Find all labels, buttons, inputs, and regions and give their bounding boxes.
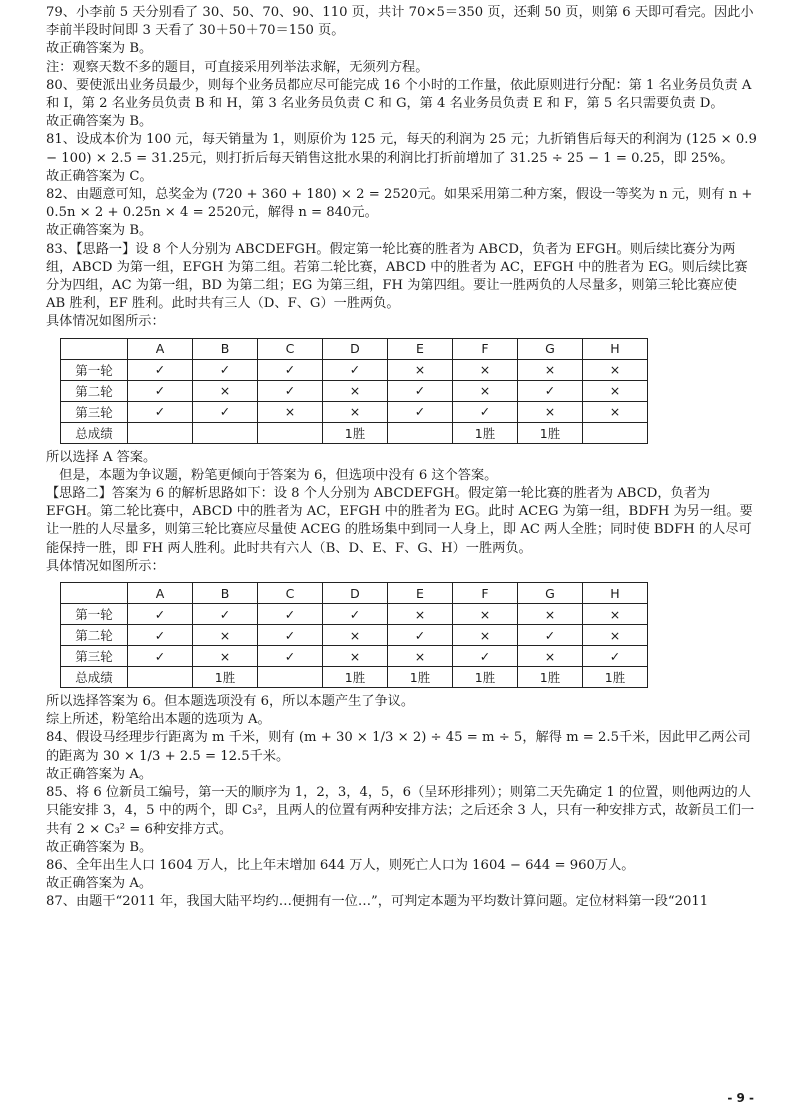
table-cell: ✓ [258,359,323,380]
table-cell: × [453,625,518,646]
paragraph: 综上所述，粉笔给出本题的选项为 A。 [46,712,271,728]
table-header-cell: C [258,338,323,359]
table-row [61,422,648,443]
table-cell: × [583,401,648,422]
table-header-cell: E [388,338,453,359]
table-cell: ✓ [518,625,583,646]
paragraph: 但是，本题为争议题，粉笔更倾向于答案为 6，但选项中没有 6 这个答案。 [46,467,498,483]
table-cell [388,422,453,443]
row-label: 第一轮 [61,604,128,625]
table-row [61,625,648,646]
table-cell: ✓ [323,604,388,625]
table-cell: × [388,646,453,667]
paragraph: 故正确答案为 B。 [46,839,153,855]
table-cell: × [518,359,583,380]
row-label: 第二轮 [61,625,128,646]
table-cell: 1胜 [518,667,583,688]
table-cell: ✓ [193,604,258,625]
table-cell: 1胜 [453,422,518,443]
table-cell: × [583,359,648,380]
paragraph: 故正确答案为 B。 [46,223,153,239]
row-label: 总成绩 [61,422,128,443]
table-header-cell: G [518,583,583,604]
table-cell: ✓ [128,380,193,401]
table-cell: × [323,380,388,401]
table-cell: × [388,359,453,380]
paragraph: 79、小李前 5 天分别看了 30、50、70、90、110 页，共计 70×5＝350 页，还剩 50 页，则第 6 天即可看完。因此小李前半段时间即 3 天看了 30＋50＋70＝150 页。 [46,5,754,39]
paragraph: 所以选择答案为 6。但本题选项没有 6，所以本题产生了争议。 [46,694,415,710]
paragraph: 【思路二】答案为 6 的解析思路如下：设 8 个人分别为 ABCDEFGH。假定第一轮比赛的胜者为 ABCD，负者为 EFGH。第二轮比赛中，ABCD 中的胜者为 AC，EFGH 中的胜者为 EG。此时 ACEG 为第一组，BDFH 为另一组。要让一胜的人尽量多，则第三轮比赛应尽量使 ACEG 的胜场集中到同一人身上，即 AC 两人全胜；同时使 BDFH 的人尽可能保持一胜，即 FH 两人胜利。此时共有六人（B、D、E、F、G、H）一胜两负。 [46,486,753,556]
table-cell: × [193,625,258,646]
solutions-83-87 [46,693,758,911]
table-header-cell [61,338,128,359]
table-header-cell: E [388,583,453,604]
table-cell: × [583,604,648,625]
table-row [61,604,648,625]
table-cell [128,422,193,443]
table-header-row [61,583,648,604]
table-header-cell: F [453,338,518,359]
row-label: 第三轮 [61,646,128,667]
table-cell: ✓ [128,604,193,625]
table-cell: ✓ [388,401,453,422]
table-cell: × [453,380,518,401]
row-label: 第一轮 [61,359,128,380]
table-cell: ✓ [583,646,648,667]
paragraph: 故正确答案为 B。 [46,114,153,130]
table-cell: 1胜 [323,667,388,688]
table-cell: × [193,646,258,667]
table-cell [258,667,323,688]
table-cell: ✓ [128,401,193,422]
match-results-table-1 [60,338,648,444]
table-cell: 1胜 [518,422,583,443]
table-cell: ✓ [128,625,193,646]
table-cell: ✓ [258,646,323,667]
table-header-cell: B [193,338,258,359]
table-header-cell: A [128,338,193,359]
table-cell: ✓ [258,604,323,625]
table-cell: × [323,625,388,646]
paragraph: 84、假设马经理步行距离为 m 千米，则有 (m + 30 × 1/3 × 2) ÷ 45 = m ÷ 5，解得 m = 2.5千米，因此甲乙两公司的距离为 30 × 1/3 + 2.5 = 12.5千米。 [46,730,751,764]
page-number: - 9 - [727,1091,754,1105]
table-row [61,401,648,422]
table-cell: × [323,401,388,422]
table-cell: ✓ [193,359,258,380]
paragraph: 具体情况如图所示： [46,314,165,330]
table-header-row [61,338,648,359]
row-label: 第三轮 [61,401,128,422]
table-cell: × [323,646,388,667]
paragraph: 所以选择 A 答案。 [46,449,157,465]
paragraph: 87、由题干“2011 年，我国大陆平均约…便拥有一位…”，可判定本题为平均数计算问题。定位材料第一段“2011 [46,894,709,910]
table-cell: × [518,604,583,625]
table-cell: × [583,625,648,646]
table-cell [258,422,323,443]
paragraph: 81、设成本价为 100 元，每天销量为 1，则原价为 125 元，每天的利润为 25 元；九折销售后每天的利润为 (125 × 0.9 − 100) × 2.5 = 31.25元，则打折后每天销售这批水果的利润比打折前增加了 31.25 ÷ 25 − 1 = 0.25，即 25%。 [46,132,757,166]
table-cell: 1胜 [453,667,518,688]
table-row [61,667,648,688]
table-cell: ✓ [258,380,323,401]
table-header-cell: H [583,338,648,359]
table-cell [128,667,193,688]
table-cell: ✓ [128,646,193,667]
table-header-cell: C [258,583,323,604]
table-cell: 1胜 [323,422,388,443]
table-cell: × [518,646,583,667]
table-cell: ✓ [453,401,518,422]
table-header-cell: D [323,583,388,604]
table-header-cell: F [453,583,518,604]
table-cell: ✓ [388,380,453,401]
table-cell: 1胜 [388,667,453,688]
table-row [61,380,648,401]
table-header-cell: B [193,583,258,604]
table-cell: ✓ [453,646,518,667]
table-cell: ✓ [323,359,388,380]
table-row [61,646,648,667]
table-cell: ✓ [128,359,193,380]
paragraph: 86、全年出生人口 1604 万人，比上年末增加 644 万人，则死亡人口为 1604 − 644 = 960万人。 [46,857,635,873]
table-cell: × [193,380,258,401]
match-results-table-2 [60,582,648,688]
row-label: 总成绩 [61,667,128,688]
paragraph: 故正确答案为 B。 [46,41,153,57]
paragraph: 故正确答案为 C。 [46,168,153,184]
paragraph: 82、由题意可知，总奖金为 (720 + 360 + 180) × 2 = 2520元。如果采用第二种方案，假设一等奖为 n 元，则有 n + 0.5n × 2 + 0.25n × 4 = 2520元，解得 n = 840元。 [46,187,753,221]
table-cell: 1胜 [193,667,258,688]
table-cell [583,422,648,443]
paragraph: 故正确答案为 A。 [46,766,153,782]
paragraph: 83、【思路一】设 8 个人分别为 ABCDEFGH。假定第一轮比赛的胜者为 ABCD，负者为 EFGH。则后续比赛分为两组，ABCD 为第一组，EFGH 为第二组。若第二轮比赛，ABCD 中的胜者为 AC，EFGH 中的胜者为 EG。则后续比赛分为四组，AC 为第一组，BD 为第二组；EG 为第三组，FH 为第四组。要让一胜两负的人尽量多，则第三轮比赛应使 AB 胜利，EF 胜利。此时共有三人（D、F、G）一胜两负。 [46,241,748,312]
table-cell [193,422,258,443]
table-cell: ✓ [193,401,258,422]
table-header-cell [61,583,128,604]
table-cell: × [258,401,323,422]
document-page [46,4,758,912]
table-header-cell: H [583,583,648,604]
table-cell: × [453,604,518,625]
table-cell: ✓ [258,625,323,646]
paragraph: 80、要使派出业务员最少，则每个业务员都应尽可能完成 16 个小时的工作量，依此原则进行分配：第 1 名业务员负责 A 和 I，第 2 名业务员负责 B 和 H，第 3 名业务员负责 C 和 G，第 4 名业务员负责 E 和 F，第 5 名只需要负责 D。 [46,77,752,112]
paragraph: 故正确答案为 A。 [46,876,153,892]
paragraph: 具体情况如图所示： [46,558,165,574]
solutions-83-continued [46,449,758,576]
table-header-cell: D [323,338,388,359]
table-cell: × [583,380,648,401]
paragraph: 85、将 6 位新员工编号，第一天的顺序为 1，2，3，4，5，6（呈环形排列）；则第二天先确定 1 的位置，则他两边的人只能安排 3，4，5 中的两个，即 C₃²，且两人的位置有两种安排方法；之后还余 3 人，只有一种安排方式，故新员工们一共有 2 × C₃² = 6种安排方式。 [46,785,755,837]
table-cell: × [453,359,518,380]
table-cell: ✓ [388,625,453,646]
paragraph: 注：观察天数不多的题目，可直接采用列举法求解，无须列方程。 [46,59,429,75]
table-cell: × [388,604,453,625]
table-header-cell: A [128,583,193,604]
table-cell: × [518,401,583,422]
row-label: 第二轮 [61,380,128,401]
table-row [61,359,648,380]
table-header-cell: G [518,338,583,359]
solutions-79-83 [46,4,758,332]
table-cell: ✓ [518,380,583,401]
table-cell: 1胜 [583,667,648,688]
